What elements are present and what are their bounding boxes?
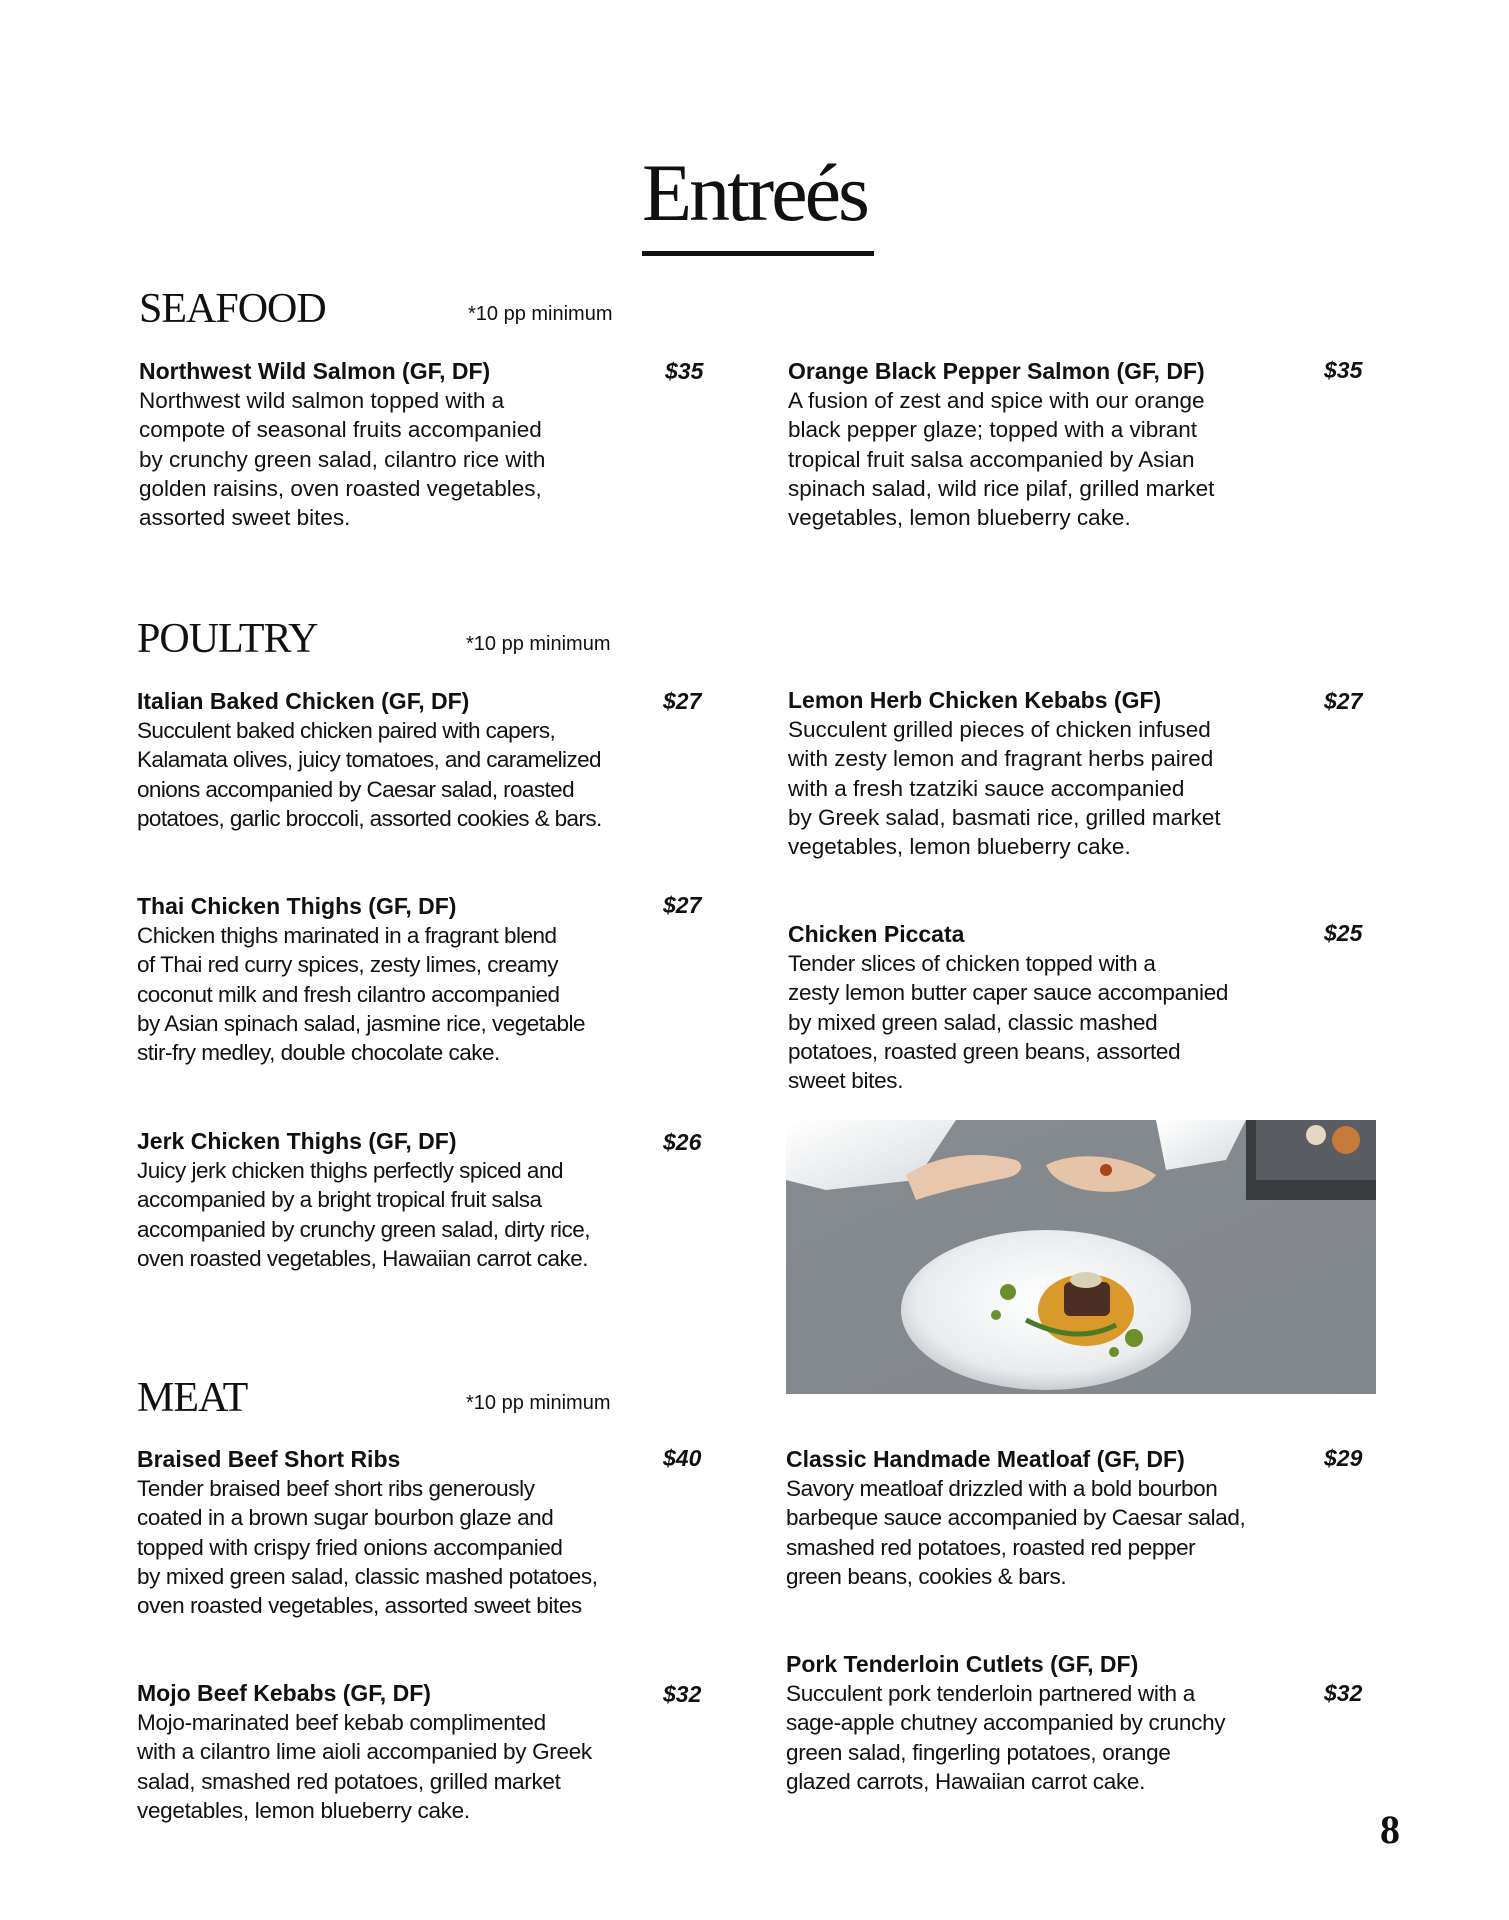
item-name: Braised Beef Short Ribs (137, 1446, 401, 1472)
item-description: Mojo-marinated beef kebab complimented with a cilantro lime aioli accompanied by Greek salad, smashed red potatoes, grilled market vegetables, lemon blueberry cake. (137, 1710, 592, 1823)
item-description: Chicken thighs marinated in a fragrant blend of Thai red curry spices, zesty limes, creamy coconut milk and fresh cilantro accompanied by Asian spinach salad, jasmine rice, vegetable stir-fry medley, double chocolate cake. (137, 923, 586, 1066)
menu-item-braised-beef-short-ribs (137, 1444, 637, 1620)
section-heading-poultry: POULTRY (137, 616, 318, 662)
item-price: $25 (1324, 920, 1363, 946)
menu-item-thai-chicken-thighs (137, 891, 637, 1067)
item-price: $35 (665, 358, 704, 384)
item-price: $35 (1324, 357, 1363, 383)
item-price: $32 (663, 1681, 702, 1707)
menu-item-italian-baked-chicken (137, 686, 637, 833)
item-description: Tender slices of chicken topped with a zesty lemon butter caper sauce accompanied by mixed green salad, classic mashed potatoes, roasted green beans, assorted sweet bites. (788, 951, 1229, 1094)
item-name: Thai Chicken Thighs (GF, DF) (137, 893, 457, 919)
menu-item-chicken-piccata (788, 919, 1268, 1095)
section-note-poultry: *10 pp minimum (466, 633, 611, 655)
item-price: $27 (663, 892, 702, 918)
section-heading-seafood: SEAFOOD (139, 286, 326, 332)
item-name: Classic Handmade Meatloaf (GF, DF) (786, 1446, 1185, 1472)
page-number: 8 (1380, 1807, 1400, 1852)
item-price: $27 (663, 688, 702, 714)
menu-item-mojo-beef-kebabs (137, 1678, 637, 1825)
item-name: Mojo Beef Kebabs (GF, DF) (137, 1680, 431, 1706)
item-description: Savory meatloaf drizzled with a bold bourbon barbeque sauce accompanied by Caesar salad, smashed red potatoes, roasted red pepper green beans, cookies & bars. (786, 1476, 1246, 1589)
page-title: Entreés (642, 147, 867, 238)
section-note-seafood: *10 pp minimum (468, 303, 613, 325)
item-description: Juicy jerk chicken thighs perfectly spiced and accompanied by a bright tropical fruit salsa accompanied by crunchy green salad, dirty rice, oven roasted vegetables, Hawaiian carrot cake. (137, 1158, 590, 1271)
menu-item-orange-black-pepper-salmon (788, 356, 1268, 532)
item-name: Lemon Herb Chicken Kebabs (GF) (788, 687, 1162, 713)
item-price: $32 (1324, 1680, 1363, 1706)
item-name: Northwest Wild Salmon (GF, DF) (139, 358, 491, 384)
menu-item-northwest-wild-salmon (139, 356, 619, 532)
item-description: Succulent pork tenderloin partnered with a sage-apple chutney accompanied by crunchy green salad, fingerling potatoes, orange glazed carrots, Hawaiian carrot cake. (786, 1681, 1226, 1794)
item-name: Chicken Piccata (788, 921, 965, 947)
menu-item-jerk-chicken-thighs (137, 1126, 637, 1273)
item-description: Northwest wild salmon topped with a compote of seasonal fruits accompanied by crunchy green salad, cilantro rice with golden raisins, oven roasted vegetables, assorted sweet bites. (139, 388, 546, 531)
item-description: Succulent baked chicken paired with capers, Kalamata olives, juicy tomatoes, and caramelized onions accompanied by Caesar salad, roasted potatoes, garlic broccoli, assorted cookies & bars. (137, 718, 602, 831)
item-price: $27 (1324, 688, 1363, 714)
item-name: Orange Black Pepper Salmon (GF, DF) (788, 358, 1205, 384)
menu-item-pork-tenderloin-cutlets (786, 1649, 1266, 1796)
item-name: Jerk Chicken Thighs (GF, DF) (137, 1128, 457, 1154)
item-price: $29 (1324, 1445, 1363, 1471)
chef-plating-photo (786, 1120, 1376, 1394)
item-description: Tender braised beef short ribs generously coated in a brown sugar bourbon glaze and topped with crispy fried onions accompanied by mixed green salad, classic mashed potatoes, oven roasted vegetables, assorted sweet bites (137, 1476, 598, 1619)
menu-item-lemon-herb-chicken-kebabs (788, 685, 1268, 861)
item-price: $40 (663, 1445, 702, 1471)
title-underline (642, 251, 874, 256)
item-description: A fusion of zest and spice with our orange black pepper glaze; topped with a vibrant tropical fruit salsa accompanied by Asian spinach salad, wild rice pilaf, grilled market vegetables, lemon blueberry cake. (788, 388, 1215, 531)
item-price: $26 (663, 1129, 702, 1155)
plated-dish-illustration (786, 1120, 1376, 1394)
section-note-meat: *10 pp minimum (466, 1392, 611, 1414)
section-heading-meat: MEAT (137, 1375, 248, 1421)
menu-item-classic-handmade-meatloaf (786, 1444, 1266, 1591)
item-description: Succulent grilled pieces of chicken infused with zesty lemon and fragrant herbs paired with a fresh tzatziki sauce accompanied by Greek salad, basmati rice, grilled market vegetables, lemon blueberry cake. (788, 717, 1221, 860)
item-name: Pork Tenderloin Cutlets (GF, DF) (786, 1651, 1139, 1677)
item-name: Italian Baked Chicken (GF, DF) (137, 688, 470, 714)
